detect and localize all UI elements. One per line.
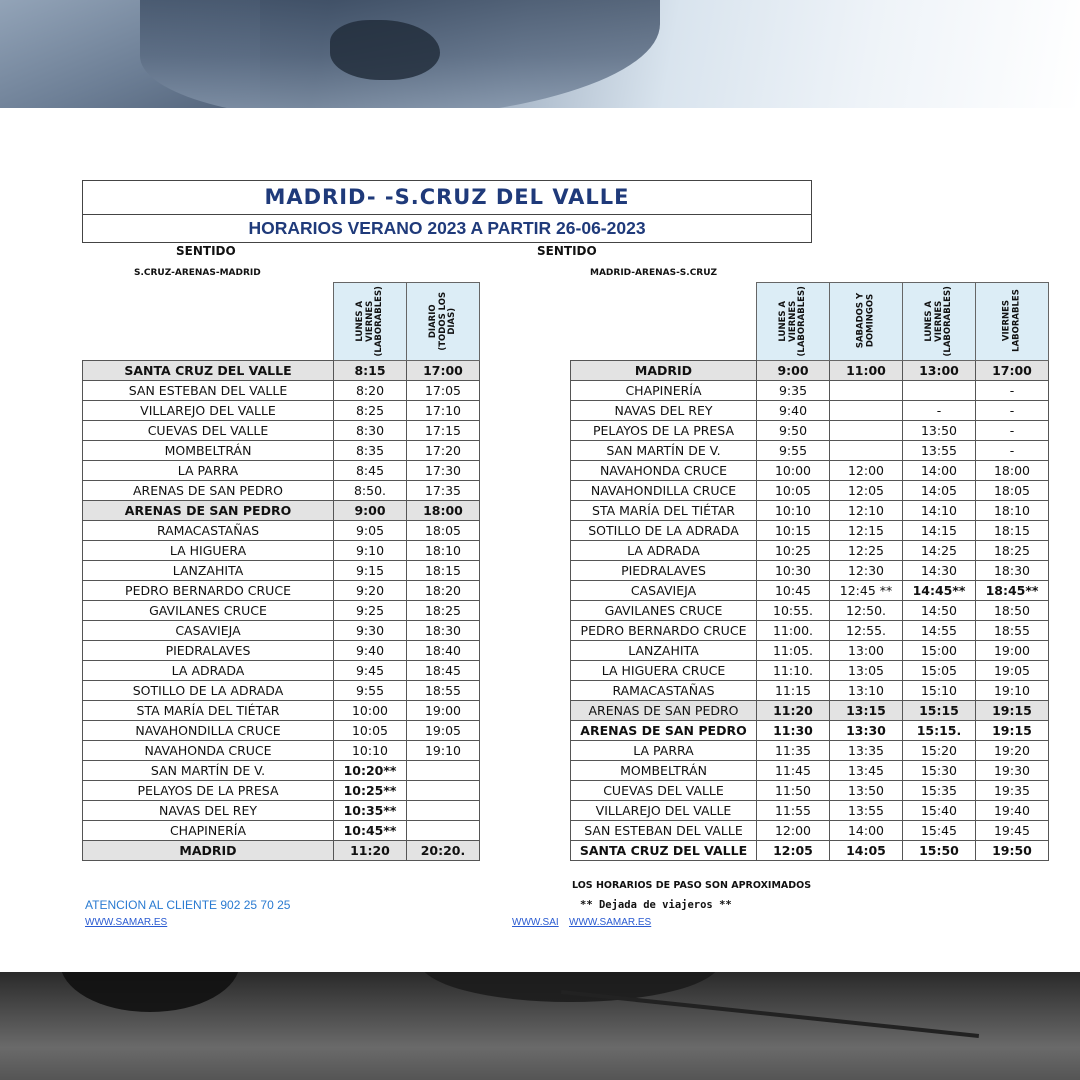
departure-time: 14:45**: [903, 581, 976, 601]
schedule-row: [83, 601, 480, 621]
right-route-label: MADRID-ARENAS-S.CRUZ: [590, 268, 718, 278]
departure-time: 14:00: [830, 821, 903, 841]
page-title: MADRID- -S.CRUZ DEL VALLE: [82, 180, 812, 215]
stop-name: SOTILLO DE LA ADRADA: [83, 681, 334, 701]
departure-time: 19:00: [976, 641, 1049, 661]
departure-time: 10:10: [757, 501, 830, 521]
stop-name: MOMBELTRÁN: [571, 761, 757, 781]
departure-time: 12:50.: [830, 601, 903, 621]
departure-time: 17:05: [407, 381, 480, 401]
departure-time: 18:00: [976, 461, 1049, 481]
stop-name: NAVAHONDA CRUCE: [571, 461, 757, 481]
schedule-row: [83, 521, 480, 541]
column-header: [757, 283, 830, 361]
departure-time: 9:25: [334, 601, 407, 621]
schedule-row: [571, 661, 1049, 681]
website-link-left[interactable]: WWW.SAMAR.ES: [85, 917, 168, 928]
column-header-label: VIERNES LABORABLES: [1001, 289, 1021, 353]
departure-time: 10:30: [757, 561, 830, 581]
stop-name: ARENAS DE SAN PEDRO: [571, 701, 757, 721]
departure-time: [407, 781, 480, 801]
departure-time: 13:50: [830, 781, 903, 801]
stop-name: LANZAHITA: [83, 561, 334, 581]
departure-time: 13:45: [830, 761, 903, 781]
departure-time: 19:35: [976, 781, 1049, 801]
departure-time: 18:25: [407, 601, 480, 621]
tyre-shape: [420, 972, 720, 1002]
stop-name: LA HIGUERA: [83, 541, 334, 561]
schedule-row: [571, 761, 1049, 781]
departure-time: 11:05.: [757, 641, 830, 661]
departure-time: 12:55.: [830, 621, 903, 641]
departure-time: 18:10: [976, 501, 1049, 521]
departure-time: 10:10: [334, 741, 407, 761]
departure-time: 12:45 **: [830, 581, 903, 601]
stop-name: STA MARÍA DEL TIÉTAR: [571, 501, 757, 521]
schedule-row: [83, 421, 480, 441]
departure-time: 19:00: [407, 701, 480, 721]
departure-time: 15:00: [903, 641, 976, 661]
departure-time: 11:10.: [757, 661, 830, 681]
departure-time: 19:30: [976, 761, 1049, 781]
stop-name: ARENAS DE SAN PEDRO: [571, 721, 757, 741]
departure-time: 18:10: [407, 541, 480, 561]
header-blank-cell: [571, 283, 757, 361]
departure-time: 19:10: [976, 681, 1049, 701]
departure-time: 19:45: [976, 821, 1049, 841]
stop-name: CASAVIEJA: [83, 621, 334, 641]
departure-time: 14:30: [903, 561, 976, 581]
departure-time: 15:15: [903, 701, 976, 721]
departure-time: 12:25: [830, 541, 903, 561]
departure-time: 15:10: [903, 681, 976, 701]
stop-name: SAN ESTEBAN DEL VALLE: [571, 821, 757, 841]
drop-note: ** Dejada de viajeros **: [580, 899, 732, 911]
departure-time: 19:40: [976, 801, 1049, 821]
departure-time: 15:30: [903, 761, 976, 781]
stop-name: CASAVIEJA: [571, 581, 757, 601]
schedule-row: [571, 841, 1049, 861]
departure-time: 8:35: [334, 441, 407, 461]
departure-time: 8:30: [334, 421, 407, 441]
departure-time: 12:05: [757, 841, 830, 861]
left-sentido-label: SENTIDO: [176, 244, 236, 258]
departure-time: 18:30: [976, 561, 1049, 581]
schedule-row: [83, 581, 480, 601]
departure-time: 14:10: [903, 501, 976, 521]
stop-name: RAMACASTAÑAS: [83, 521, 334, 541]
departure-time: 12:15: [830, 521, 903, 541]
stop-name: PIEDRALAVES: [83, 641, 334, 661]
departure-time: 17:30: [407, 461, 480, 481]
schedule-row: [571, 541, 1049, 561]
departure-time: 9:40: [334, 641, 407, 661]
departure-time: 9:20: [334, 581, 407, 601]
departure-time: 12:30: [830, 561, 903, 581]
stop-name: LA ADRADA: [83, 661, 334, 681]
schedule-row: [571, 421, 1049, 441]
schedule-row: [83, 541, 480, 561]
schedule-row: [83, 701, 480, 721]
departure-time: -: [903, 401, 976, 421]
departure-time: 15:40: [903, 801, 976, 821]
stop-name: NAVAS DEL REY: [83, 801, 334, 821]
stop-name: CHAPINERÍA: [571, 381, 757, 401]
departure-time: 19:05: [976, 661, 1049, 681]
departure-time: 13:10: [830, 681, 903, 701]
departure-time: 10:15: [757, 521, 830, 541]
departure-time: 11:00: [830, 361, 903, 381]
departure-time: 9:15: [334, 561, 407, 581]
departure-time: 10:05: [757, 481, 830, 501]
column-header-label: LUNES A VIERNES (LABORABLES): [354, 285, 384, 356]
departure-time: 10:35**: [334, 801, 407, 821]
departure-time: [903, 381, 976, 401]
stop-name: SAN MARTÍN DE V.: [83, 761, 334, 781]
departure-time: 11:15: [757, 681, 830, 701]
stop-name: GAVILANES CRUCE: [83, 601, 334, 621]
schedule-row: [83, 561, 480, 581]
schedule-row: [571, 581, 1049, 601]
right-schedule-table: [570, 282, 1049, 861]
schedule-row: [83, 641, 480, 661]
schedule-row: [571, 521, 1049, 541]
departure-time: 19:15: [976, 721, 1049, 741]
schedule-row: [83, 741, 480, 761]
tyre-shape: [60, 972, 240, 1012]
stop-name: LA PARRA: [83, 461, 334, 481]
column-header: [407, 283, 480, 361]
schedule-row: [571, 361, 1049, 381]
departure-time: 14:25: [903, 541, 976, 561]
departure-time: 18:50: [976, 601, 1049, 621]
page-subtitle: HORARIOS VERANO 2023 A PARTIR 26-06-2023: [82, 214, 812, 243]
schedule-row: [571, 741, 1049, 761]
schedule-row: [571, 721, 1049, 741]
departure-time: [830, 441, 903, 461]
stop-name: NAVAHONDILLA CRUCE: [571, 481, 757, 501]
departure-time: 11:20: [757, 701, 830, 721]
road-crack-shape: [561, 990, 979, 1038]
departure-time: [830, 401, 903, 421]
departure-time: 8:50.: [334, 481, 407, 501]
stop-name: MADRID: [571, 361, 757, 381]
stop-name: STA MARÍA DEL TIÉTAR: [83, 701, 334, 721]
left-route-label: S.CRUZ-ARENAS-MADRID: [134, 268, 261, 278]
departure-time: [830, 381, 903, 401]
departure-time: 13:55: [830, 801, 903, 821]
departure-time: 18:05: [407, 521, 480, 541]
departure-time: 18:55: [407, 681, 480, 701]
stop-name: GAVILANES CRUCE: [571, 601, 757, 621]
schedule-row: [83, 781, 480, 801]
departure-time: 13:35: [830, 741, 903, 761]
schedule-row: [83, 681, 480, 701]
departure-time: 17:00: [976, 361, 1049, 381]
stop-name: ARENAS DE SAN PEDRO: [83, 501, 334, 521]
departure-time: 12:10: [830, 501, 903, 521]
schedule-row: [571, 701, 1049, 721]
departure-time: -: [976, 381, 1049, 401]
departure-time: 18:15: [407, 561, 480, 581]
schedule-row: [83, 841, 480, 861]
column-header: [830, 283, 903, 361]
stop-name: MOMBELTRÁN: [83, 441, 334, 461]
departure-time: 13:15: [830, 701, 903, 721]
departure-time: 20:20.: [407, 841, 480, 861]
departure-time: 17:20: [407, 441, 480, 461]
schedule-row: [571, 821, 1049, 841]
departure-time: 15:15.: [903, 721, 976, 741]
departure-time: -: [976, 421, 1049, 441]
departure-time: 14:05: [830, 841, 903, 861]
departure-time: 8:15: [334, 361, 407, 381]
stop-name: LANZAHITA: [571, 641, 757, 661]
column-header-label: LUNES A VIERNES (LABORABLES): [777, 285, 807, 356]
departure-time: 19:20: [976, 741, 1049, 761]
bus-photo-top: [0, 0, 1080, 108]
customer-service-text: ATENCION AL CLIENTE 902 25 70 25: [85, 898, 291, 912]
departure-time: 17:10: [407, 401, 480, 421]
departure-time: 14:55: [903, 621, 976, 641]
schedule-row: [571, 781, 1049, 801]
schedule-row: [571, 501, 1049, 521]
stop-name: PEDRO BERNARDO CRUCE: [83, 581, 334, 601]
departure-time: 15:35: [903, 781, 976, 801]
approx-note: LOS HORARIOS DE PASO SON APROXIMADOS: [572, 880, 812, 891]
departure-time: 19:50: [976, 841, 1049, 861]
schedule-row: [83, 761, 480, 781]
departure-time: 8:45: [334, 461, 407, 481]
departure-time: 13:50: [903, 421, 976, 441]
departure-time: 15:20: [903, 741, 976, 761]
schedule-row: [83, 381, 480, 401]
right-sentido-label: SENTIDO: [537, 244, 597, 258]
departure-time: 11:30: [757, 721, 830, 741]
stop-name: VILLAREJO DEL VALLE: [83, 401, 334, 421]
stop-name: NAVAHONDA CRUCE: [83, 741, 334, 761]
departure-time: 11:55: [757, 801, 830, 821]
stop-name: NAVAHONDILLA CRUCE: [83, 721, 334, 741]
departure-time: 9:55: [757, 441, 830, 461]
stop-name: PIEDRALAVES: [571, 561, 757, 581]
schedule-row: [83, 501, 480, 521]
departure-time: 10:55.: [757, 601, 830, 621]
departure-time: 12:00: [830, 461, 903, 481]
column-header: [903, 283, 976, 361]
schedule-row: [83, 441, 480, 461]
departure-time: 18:55: [976, 621, 1049, 641]
schedule-row: [571, 641, 1049, 661]
departure-time: 10:45: [757, 581, 830, 601]
stop-name: CUEVAS DEL VALLE: [83, 421, 334, 441]
departure-time: 11:20: [334, 841, 407, 861]
departure-time: 9:00: [334, 501, 407, 521]
departure-time: 14:00: [903, 461, 976, 481]
stop-name: ARENAS DE SAN PEDRO: [83, 481, 334, 501]
departure-time: 17:35: [407, 481, 480, 501]
departure-time: 10:25: [757, 541, 830, 561]
departure-time: 19:15: [976, 701, 1049, 721]
departure-time: 18:05: [976, 481, 1049, 501]
departure-time: 18:15: [976, 521, 1049, 541]
stop-name: SOTILLO DE LA ADRADA: [571, 521, 757, 541]
departure-time: [830, 421, 903, 441]
departure-time: 13:30: [830, 721, 903, 741]
departure-time: 13:05: [830, 661, 903, 681]
departure-time: 9:10: [334, 541, 407, 561]
departure-time: -: [976, 441, 1049, 461]
stop-name: LA ADRADA: [571, 541, 757, 561]
stop-name: RAMACASTAÑAS: [571, 681, 757, 701]
departure-time: 9:30: [334, 621, 407, 641]
schedule-row: [571, 601, 1049, 621]
departure-time: 9:55: [334, 681, 407, 701]
departure-time: 15:50: [903, 841, 976, 861]
stop-name: VILLAREJO DEL VALLE: [571, 801, 757, 821]
departure-time: 11:45: [757, 761, 830, 781]
departure-time: 18:40: [407, 641, 480, 661]
stop-name: PELAYOS DE LA PRESA: [83, 781, 334, 801]
stop-name: PELAYOS DE LA PRESA: [571, 421, 757, 441]
departure-time: 10:25**: [334, 781, 407, 801]
schedule-row: [83, 821, 480, 841]
schedule-row: [571, 681, 1049, 701]
column-header-label: SABADOS Y DOMINGOS: [855, 293, 875, 349]
website-link-right-partial[interactable]: WWW.SAI: [512, 917, 559, 928]
departure-time: 17:00: [407, 361, 480, 381]
departure-time: 10:45**: [334, 821, 407, 841]
departure-time: 11:35: [757, 741, 830, 761]
column-header: [976, 283, 1049, 361]
departure-time: 14:05: [903, 481, 976, 501]
stop-name: SANTA CRUZ DEL VALLE: [571, 841, 757, 861]
schedule-row: [83, 801, 480, 821]
departure-time: 10:00: [757, 461, 830, 481]
left-schedule-table: [82, 282, 480, 861]
schedule-row: [83, 661, 480, 681]
schedule-row: [83, 461, 480, 481]
stop-name: CHAPINERÍA: [83, 821, 334, 841]
departure-time: 14:15: [903, 521, 976, 541]
header-blank-cell: [83, 283, 334, 361]
schedule-row: [571, 381, 1049, 401]
schedule-row: [571, 621, 1049, 641]
schedule-row: [571, 461, 1049, 481]
departure-time: 9:50: [757, 421, 830, 441]
departure-time: 14:50: [903, 601, 976, 621]
stop-name: LA PARRA: [571, 741, 757, 761]
departure-time: 10:05: [334, 721, 407, 741]
departure-time: 9:45: [334, 661, 407, 681]
departure-time: 9:40: [757, 401, 830, 421]
schedule-row: [83, 721, 480, 741]
website-link-right[interactable]: WWW.SAMAR.ES: [569, 917, 652, 928]
departure-time: 8:20: [334, 381, 407, 401]
column-header-label: DIARIO (TODOS LOS DIAS): [427, 291, 457, 351]
departure-time: 8:25: [334, 401, 407, 421]
schedule-row: [571, 441, 1049, 461]
stop-name: PEDRO BERNARDO CRUCE: [571, 621, 757, 641]
departure-time: 10:00: [334, 701, 407, 721]
column-header-label: LUNES A VIERNES (LABORABLES): [923, 285, 953, 356]
departure-time: 19:05: [407, 721, 480, 741]
departure-time: 13:00: [903, 361, 976, 381]
departure-time: [407, 801, 480, 821]
schedule-row: [571, 801, 1049, 821]
schedule-row: [83, 361, 480, 381]
schedule-row: [571, 481, 1049, 501]
departure-time: 11:50: [757, 781, 830, 801]
departure-time: 12:05: [830, 481, 903, 501]
schedule-row: [571, 401, 1049, 421]
departure-time: 12:00: [757, 821, 830, 841]
column-header: [334, 283, 407, 361]
departure-time: 15:45: [903, 821, 976, 841]
departure-time: -: [976, 401, 1049, 421]
schedule-row: [571, 561, 1049, 581]
departure-time: 9:05: [334, 521, 407, 541]
departure-time: 13:55: [903, 441, 976, 461]
departure-time: 9:35: [757, 381, 830, 401]
departure-time: 18:20: [407, 581, 480, 601]
departure-time: 18:45**: [976, 581, 1049, 601]
departure-time: 18:45: [407, 661, 480, 681]
stop-name: SAN ESTEBAN DEL VALLE: [83, 381, 334, 401]
stop-name: CUEVAS DEL VALLE: [571, 781, 757, 801]
departure-time: 15:05: [903, 661, 976, 681]
departure-time: 17:15: [407, 421, 480, 441]
departure-time: 18:30: [407, 621, 480, 641]
bus-photo-bottom: [0, 972, 1080, 1080]
schedule-row: [83, 481, 480, 501]
departure-time: 13:00: [830, 641, 903, 661]
departure-time: 11:00.: [757, 621, 830, 641]
departure-time: 18:00: [407, 501, 480, 521]
departure-time: 9:00: [757, 361, 830, 381]
stop-name: LA HIGUERA CRUCE: [571, 661, 757, 681]
departure-time: [407, 761, 480, 781]
schedule-row: [83, 401, 480, 421]
departure-time: 10:20**: [334, 761, 407, 781]
stop-name: SANTA CRUZ DEL VALLE: [83, 361, 334, 381]
departure-time: [407, 821, 480, 841]
departure-time: 19:10: [407, 741, 480, 761]
stop-name: SAN MARTÍN DE V.: [571, 441, 757, 461]
stop-name: NAVAS DEL REY: [571, 401, 757, 421]
departure-time: 18:25: [976, 541, 1049, 561]
stop-name: MADRID: [83, 841, 334, 861]
schedule-row: [83, 621, 480, 641]
